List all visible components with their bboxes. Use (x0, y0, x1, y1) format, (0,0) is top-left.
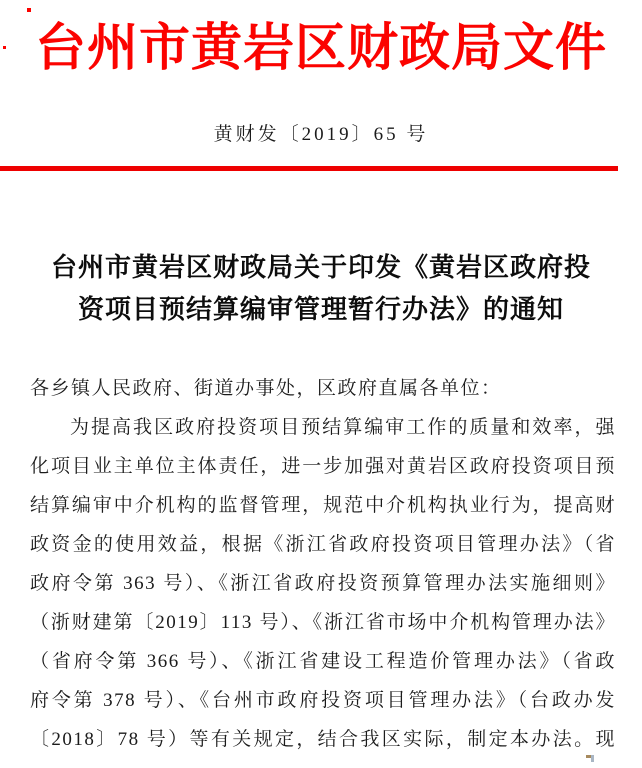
document-body (30, 369, 616, 759)
scan-speck-artifact (27, 8, 31, 12)
agency-masthead: 台州市黄岩区财政局文件 (34, 19, 607, 76)
body-line: 府令第 378 号）、《台州市政府投资项目管理办法》（台政办发 (30, 690, 616, 711)
document-title (22, 246, 620, 330)
body-line: 为提高我区政府投资项目预结算编审工作的质量和效率，强 (70, 417, 616, 438)
body-line: 〔2018〕78 号）等有关规定，结合我区实际，制定本办法。现 (30, 729, 616, 750)
salutation-line: 各乡镇人民政府、街道办事处，区政府直属各单位： (30, 378, 502, 399)
scan-speck-artifact (3, 46, 6, 49)
clipped-mark-fragment (591, 755, 594, 762)
body-line: （省府令第 366 号）、《浙江省建设工程造价管理办法》（省政 (30, 651, 616, 672)
clipped-page-number-mark (586, 755, 596, 763)
body-line: （浙财建第〔2019〕113 号）、《浙江省市场中介机构管理办法》 (30, 612, 616, 633)
document-title-line1: 台州市黄岩区财政局关于印发《黄岩区政府投 (50, 252, 591, 282)
body-line: 结算编审中介机构的监督管理，规范中介机构执业行为，提高财 (30, 495, 616, 516)
body-line: 政府令第 363 号）、《浙江省政府投资预算管理办法实施细则》 (30, 573, 616, 594)
document-title-line2: 资项目预结算编审管理暂行办法》的通知 (77, 294, 564, 324)
red-separator-rule (0, 166, 618, 171)
document-number: 黄财发〔2019〕65 号 (213, 124, 429, 145)
body-line: 化项目业主单位主体责任，进一步加强对黄岩区政府投资项目预 (30, 456, 616, 477)
body-line: 政资金的使用效益，根据《浙江省政府投资项目管理办法》（省 (30, 534, 616, 555)
